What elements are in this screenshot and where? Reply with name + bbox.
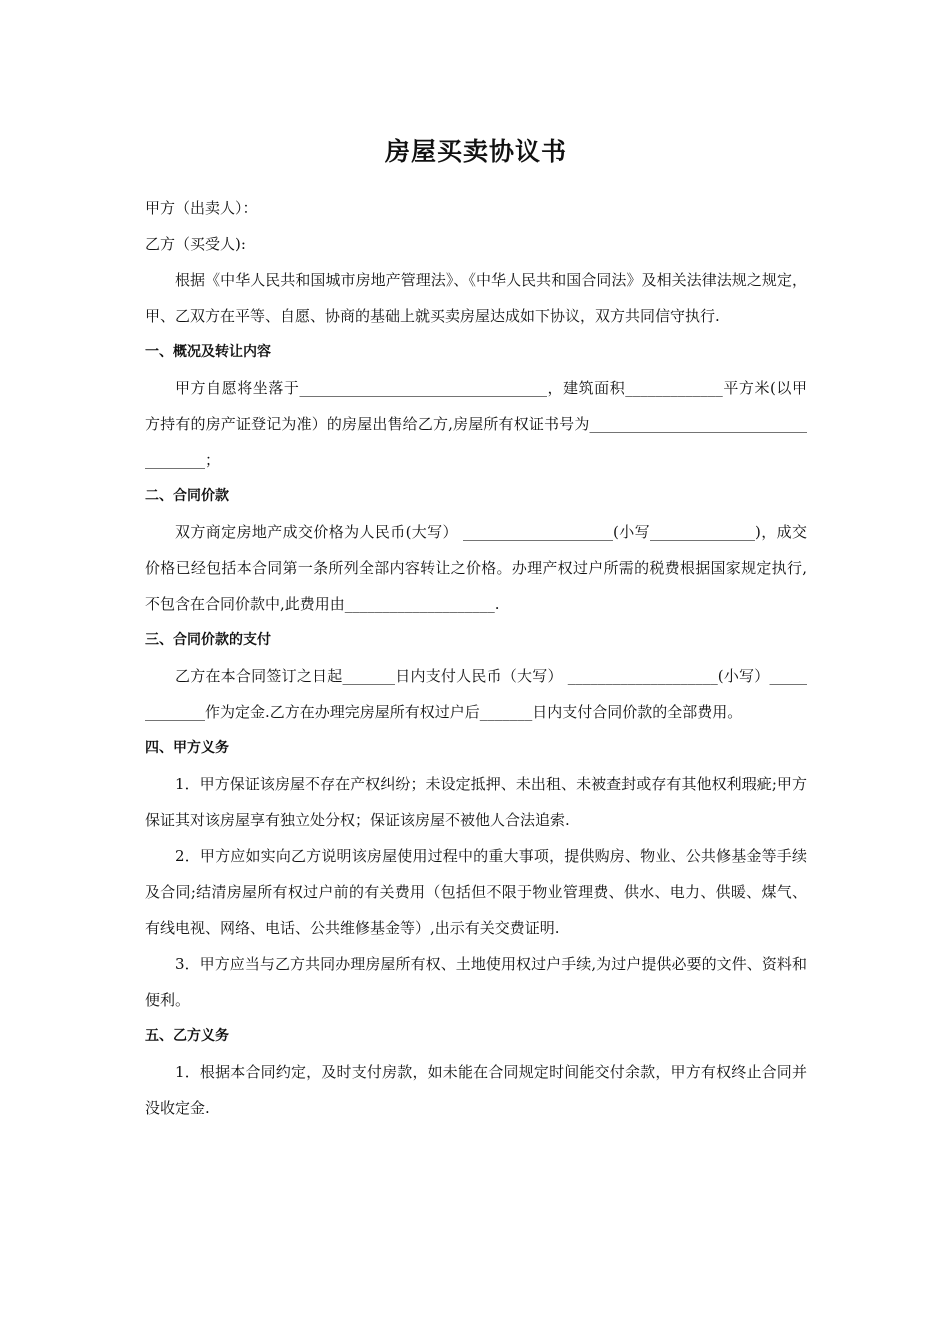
section-paragraph: 1．甲方保证该房屋不存在产权纠纷；未设定抵押、未出租、未被查封或存有其他权利瑕疵;甲方保证其对该房屋享有独立处分权；保证该房屋不被他人合法追索. — [145, 775, 807, 829]
intro-paragraph: 根据《中华人民共和国城市房地产管理法》、《中华人民共和国合同法》及相关法律法规之规定，甲、乙双方在平等、自愿、协商的基础上就买卖房屋达成如下协议，双方共同信守执行. — [145, 271, 807, 325]
section-paragraph: 3．甲方应当与乙方共同办理房屋所有权、土地使用权过户手续,为过户提供必要的文件、资料和便利。 — [145, 955, 807, 1009]
section-heading: 五、乙方义务 — [145, 1028, 229, 1044]
section-paragraph: 乙方在本合同签订之日起_______日内支付人民币（大写） ____________________(小写）_____________作为定金.乙方在办理完房屋所有权过户后_______日内支付合同价款的全部费用。 — [145, 667, 807, 721]
section-heading: 一、概况及转让内容 — [145, 344, 271, 360]
section-paragraph: 2．甲方应如实向乙方说明该房屋使用过程中的重大事项，提供购房、物业、公共修基金等手续及合同;结清房屋所有权过户前的有关费用（包括但不限于物业管理费、供水、电力、供暖、煤气、有线电视、网络、电话、公共维修基金等）,出示有关交费证明. — [145, 847, 807, 937]
section-heading: 四、甲方义务 — [145, 740, 229, 756]
section-heading: 二、合同价款 — [145, 488, 229, 504]
section-paragraph: 1．根据本合同约定，及时支付房款，如未能在合同规定时间能交付余款，甲方有权终止合同并没收定金. — [145, 1063, 807, 1117]
document-title: 房屋买卖协议书 — [384, 137, 567, 166]
section-paragraph: 甲方自愿将坐落于_________________________________，建筑面积_____________平方米(以甲方持有的房产证登记为准）的房屋出售给乙方,房屋所有权证书号为_____________________________________； — [145, 379, 807, 469]
document-page — [145, 130, 807, 1126]
section-heading: 三、合同价款的支付 — [145, 632, 271, 648]
party-b-line: 乙方（买受人): — [145, 235, 246, 253]
section-paragraph: 双方商定房地产成交价格为人民币(大写） ____________________(小写______________)，成交价格已经包括本合同第一条所列全部内容转让之价格。办理产权过户所需的税费根据国家规定执行,不包含在合同价款中,此费用由____________________. — [145, 523, 807, 613]
party-a-line: 甲方（出卖人）： — [145, 199, 258, 217]
